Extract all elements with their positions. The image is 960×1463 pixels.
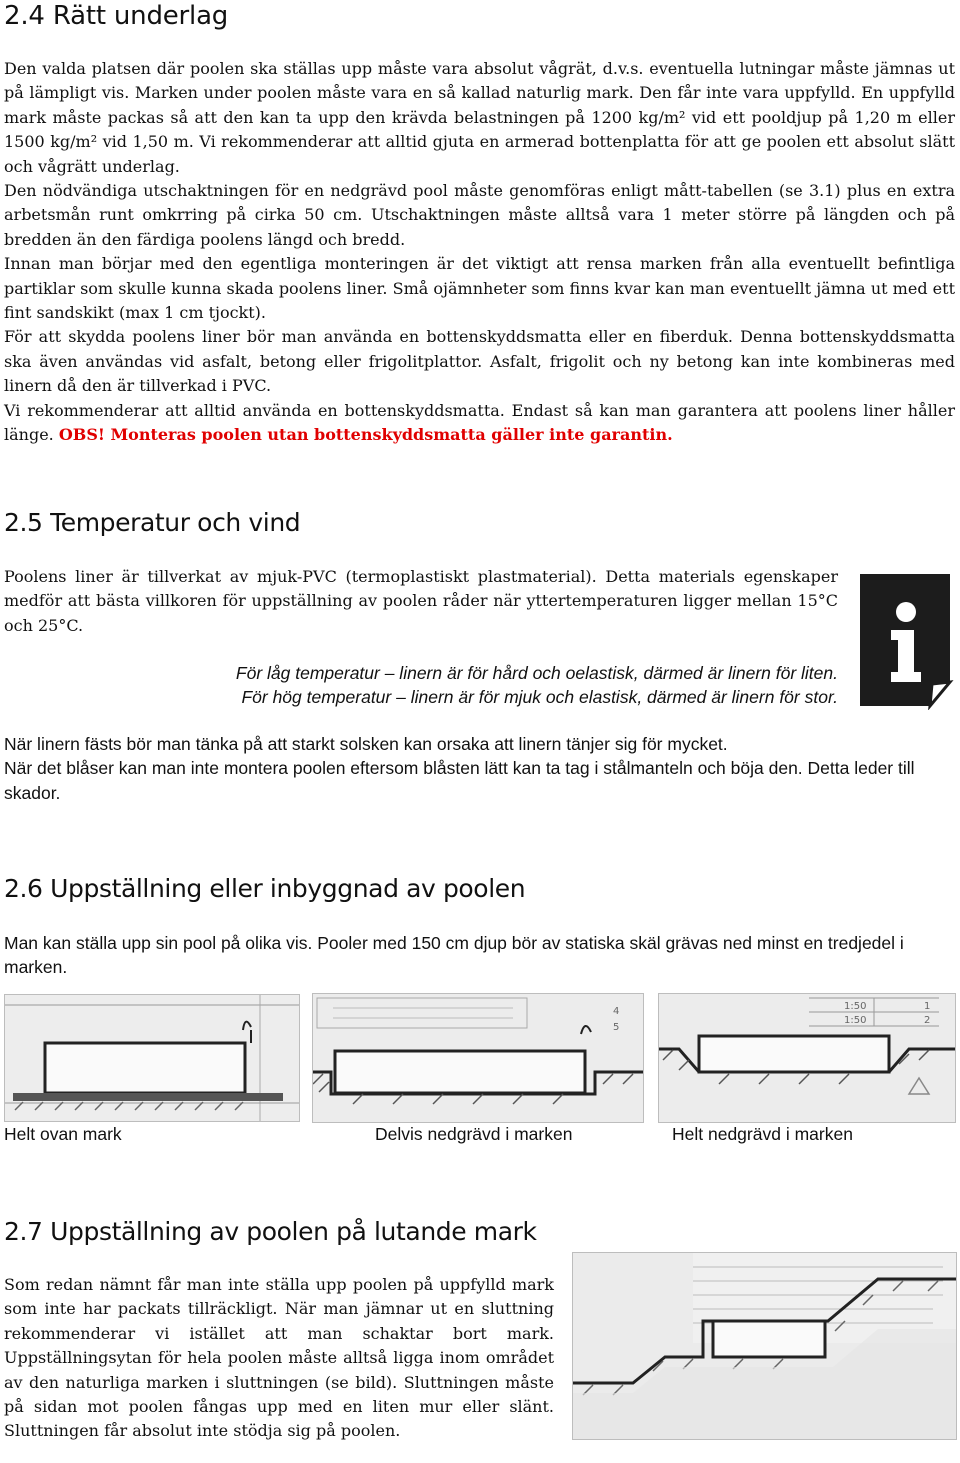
paragraph: Som redan nämnt får man inte ställa upp poolen på uppfylld mark som inte har packats tillräckligt. När man jämnar ut en sluttning rekommenderar vi istället att man schaktar bort mark. Uppställningsytan för hela poolen måste alltså ligga inom området av den naturliga marken i sluttningen (se bild). Sluttningen måste på sidan mot poolen fångas upp med en liten mur eller slänt. Sluttningen får absolut inte stödja sig på poolen. <box>4 1275 554 1441</box>
image-number-label: 1:50 <box>844 1015 867 1026</box>
paragraph: För att skydda poolens liner bör man använda en bottenskyddsmatta eller en fiberduk. Denna bottenskyddsmatta ska även användas vid asfalt, betong eller frigolitplattor. Asfalt, frigolit och ny betong kan inte kombineras med linern då den är tillverkad i PVC. <box>4 327 955 396</box>
heading-temperatur-och-vind: 2.5 Temperatur och vind <box>4 508 301 537</box>
paragraph: Innan man börjar med den egentliga monteringen är det viktigt att rensa marken från alla eventuellt befintliga partiklar som skulle kunna skada poolens liner. Små ojämnheter som finns kvar kan man eventuellt jämna ut med ett fint sandskikt (max 1 cm tjockt). <box>4 254 955 323</box>
image-number-label: 1 <box>924 1001 931 1012</box>
image-number-label: 5 <box>613 1022 620 1033</box>
pool-on-slope-image <box>572 1252 957 1440</box>
section-2-7-body <box>4 1273 554 1444</box>
info-icon-graphic <box>858 572 954 710</box>
image-number-label: 2 <box>924 1015 931 1026</box>
paragraph: Den nödvändiga utschaktningen för en nedgrävd pool måste genomföras enligt mått-tabellen (se 3.1) plus en extra arbetsmån runt omkrring på cirka 50 cm. Utschaktningen måste alltså vara 1 meter större på längden och på bredden än den färdiga poolens längd och bredd. <box>4 181 955 249</box>
paragraph: Den valda platsen där poolen ska ställas upp måste vara absolut vågrät, d.v.s. eventuella lutningar måste jämnas ut på lämpligt vis. Marken under poolen måste vara en så kallad naturlig mark. Den får inte vara uppfylld. En uppfylld mark måste packas så att den kan ta upp den krävda belastningen på 1200 kg/m² vid ett pooldjup på 1,20 m eller 1500 kg/m² vid 1,50 m. Vi rekommenderar att alltid gjuta en armerad bottenplatta för att ge poolen ett absolut slätt och vågrätt underlag. <box>4 59 955 176</box>
paragraph <box>4 399 955 448</box>
section-2-5-intro <box>4 565 838 638</box>
heading-uppställning-lutande-mark: 2.7 Uppställning av poolen på lutande mark <box>4 1217 537 1246</box>
paragraph: Poolens liner är tillverkat av mjuk-PVC (termoplastiskt plastmaterial). Detta materials egenskaper medför att bästa villkoren för uppställning av poolen råder när yttertemperaturen ligger mellan 15°C och 25°C. <box>4 567 838 635</box>
info-icon <box>858 572 954 710</box>
image-number-label: 1:50 <box>844 1001 867 1012</box>
image-number-label: 4 <box>613 1006 620 1017</box>
caption-above-ground: Helt ovan mark <box>4 1124 122 1144</box>
section-2-6-intro <box>4 931 955 980</box>
pool-above-ground-image <box>4 994 300 1122</box>
section-2-5-body <box>4 732 958 805</box>
temperature-notes <box>4 661 838 709</box>
caption-fully-buried: Helt nedgrävd i marken <box>672 1124 853 1144</box>
high-temperature-note: För hög temperatur – linern är för mjuk och elastisk, därmed är linern för stor. <box>241 687 838 707</box>
paragraph: Man kan ställa upp sin pool på olika vis. Pooler med 150 cm djup bör av statiska skäl grävas ned minst en tredjedel i marken. <box>4 933 904 978</box>
paragraph-text: Vi rekommenderar att alltid använda en bottenskyddsmatta. Endast så kan man garantera att poolens liner håller länge. <box>4 400 955 445</box>
section-2-4-body <box>4 57 955 448</box>
low-temperature-note: För låg temperatur – linern är för hård och oelastisk, därmed är linern för liten. <box>235 663 838 683</box>
paragraph: När det blåser kan man inte montera poolen eftersom blåsten lätt kan ta tag i stålmanteln och böja den. Detta leder till skador. <box>4 758 915 803</box>
heading-rätt-underlag: 2.4 Rätt underlag <box>4 1 229 31</box>
warning-text: OBS! Monteras poolen utan bottenskyddsmatta gäller inte garantin. <box>58 425 673 445</box>
pool-fully-buried-image <box>658 993 956 1123</box>
pool-partly-buried-image <box>312 993 644 1123</box>
paragraph: När linern fästs bör man tänka på att starkt solsken kan orsaka att linern tänjer sig för mycket. <box>4 734 728 754</box>
caption-partly-buried: Delvis nedgrävd i marken <box>375 1124 573 1144</box>
heading-uppställning-eller-inbyggnad: 2.6 Uppställning eller inbyggnad av poolen <box>4 874 526 903</box>
